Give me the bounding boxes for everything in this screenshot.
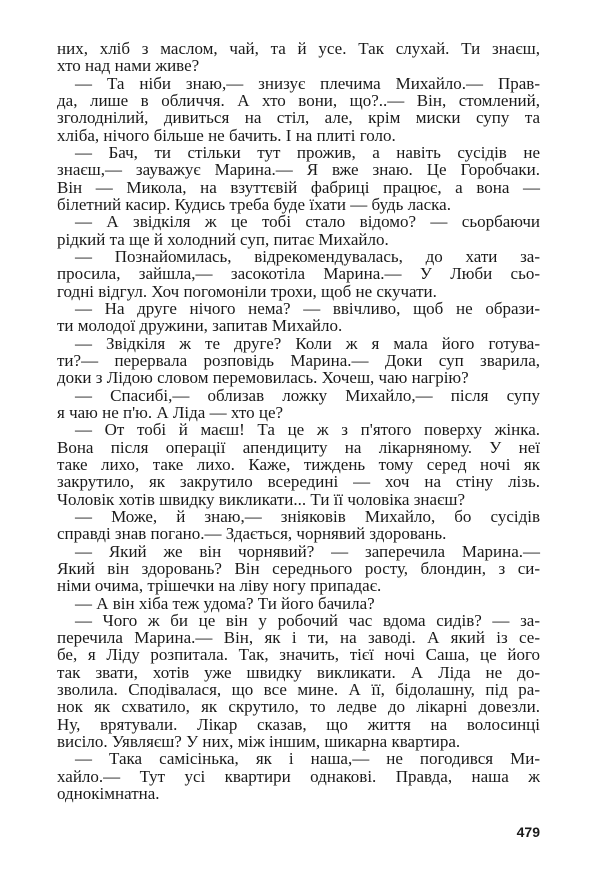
text-line: — Який же він чорнявий? — заперечила Марина.— <box>75 541 540 561</box>
text-line: — Та ніби знаю,— знизує плечима Михайло.— Прав- <box>75 73 540 93</box>
text-line: — А звідкіля ж це тобі стало відомо? — сьорбаючи <box>75 212 540 232</box>
text-line: — На друге нічого нема? — ввічливо, щоб не образи- <box>75 298 540 318</box>
text-line: — Може, й знаю,— зніяковів Михайло, бо сусідів <box>75 506 540 526</box>
text-line: знаєш,— зауважує Марина.— Я вже знаю. Це Горобчаки. <box>57 160 540 180</box>
text-line: хайло.— Тут усі квартири однакові. Правда, наша ж <box>57 766 540 786</box>
text-line: Він — Микола, на взуттєвій фабриці працює, а вона — <box>57 177 540 197</box>
text-line: бе, я Ліду розпитала. Так, значить, тієї ночі Саша, це його <box>57 645 540 665</box>
text-line: висіло. Уявляєш? У них, між іншим, шикарна квартира. <box>57 732 461 752</box>
text-line: — Бач, ти стільки тут прожив, а навіть сусідів не <box>75 142 540 162</box>
text-line: — Звідкіля ж те друге? Коли ж я мала його готува- <box>75 333 540 353</box>
text-line: — Така самісінька, як і наша,— не погодився Ми- <box>75 749 540 769</box>
text-line: — Познайомилась, відрекомендувалась, до хати за- <box>75 246 540 266</box>
text-line: — Чого ж би це він у робочий час вдома сидів? — за- <box>75 610 540 630</box>
text-line: просила, зайшла,— засокотіла Марина.— У Люби сьо- <box>57 264 540 284</box>
text-line: закрутило, як закрутило всередині — хоч на стіну лізь. <box>57 472 540 492</box>
page-body-text <box>57 40 540 802</box>
text-line: нок як схватило, як скрутило, то ледве до лікарні довезли. <box>57 697 540 717</box>
text-line: німи очима, трішечки на ліву ногу припадає. <box>57 576 382 596</box>
text-line: перечила Марина.— Він, як і ти, на заводі. А який із се- <box>57 628 540 648</box>
text-line: однокімнатна. <box>57 784 160 804</box>
text-line: — Спасибі,— облизав ложку Михайло,— після супу <box>75 385 540 405</box>
text-line: білетний касир. Кудись треба буде їхати — будь ласка. <box>57 194 451 214</box>
text-line: доки з Лідою словом перемовилась. Хочеш, чаю нагрію? <box>57 368 469 388</box>
text-line: зголоднілий, дивиться на стіл, але, крім миски супу та <box>57 108 540 128</box>
text-line: зволила. Сподівалася, що все мине. А її, бідолашну, під ра- <box>57 680 540 700</box>
text-line: годні відгул. Хоч погомоніли трохи, щоб не скучати. <box>57 281 437 301</box>
text-line: таке лихо, таке лихо. Каже, тиждень тому серед ночі як <box>57 454 540 474</box>
text-line: — От тобі й маєш! Та це ж з п'ятого поверху жінка. <box>75 420 540 440</box>
text-line: ти?— перервала розповідь Марина.— Доки суп зварила, <box>57 350 540 370</box>
text-line: ти молодої дружини, запитав Михайло. <box>57 316 343 336</box>
text-line: рідкий та ще й холодний суп, питає Михайло. <box>57 229 389 249</box>
text-line: Чоловік хотів швидку викликати... Ти її чоловіка знаєш? <box>57 489 466 509</box>
text-line: Ну, врятували. Лікар сказав, що життя на волосинці <box>57 714 540 734</box>
text-line: хліба, нічого більше не бачить. І на плиті голо. <box>57 125 396 145</box>
text-line: них, хліб з маслом, чай, та й усе. Так слухай. Ти знаєш, <box>57 39 540 58</box>
page-number: 479 <box>516 824 540 840</box>
text-line: так звати, хотів уже швидку викликати. А Ліда не до- <box>57 662 540 682</box>
text-line: Вона після операції апендициту на лікарняному. У неї <box>57 437 540 457</box>
text-line: справді знав погано.— Здається, чорнявий здоровань. <box>57 524 447 544</box>
text-line: хто над нами живе? <box>57 56 200 76</box>
text-line: Який він здоровань? Він середнього росту, блондин, з си- <box>57 558 540 578</box>
text-line: да, лише в обличчя. А хто вони, що?..— Він, стомлений, <box>57 90 540 110</box>
text-line: я чаю не п'ю. А Ліда — хто це? <box>57 402 284 422</box>
text-line: — А він хіба теж удома? Ти його бачила? <box>75 593 375 613</box>
